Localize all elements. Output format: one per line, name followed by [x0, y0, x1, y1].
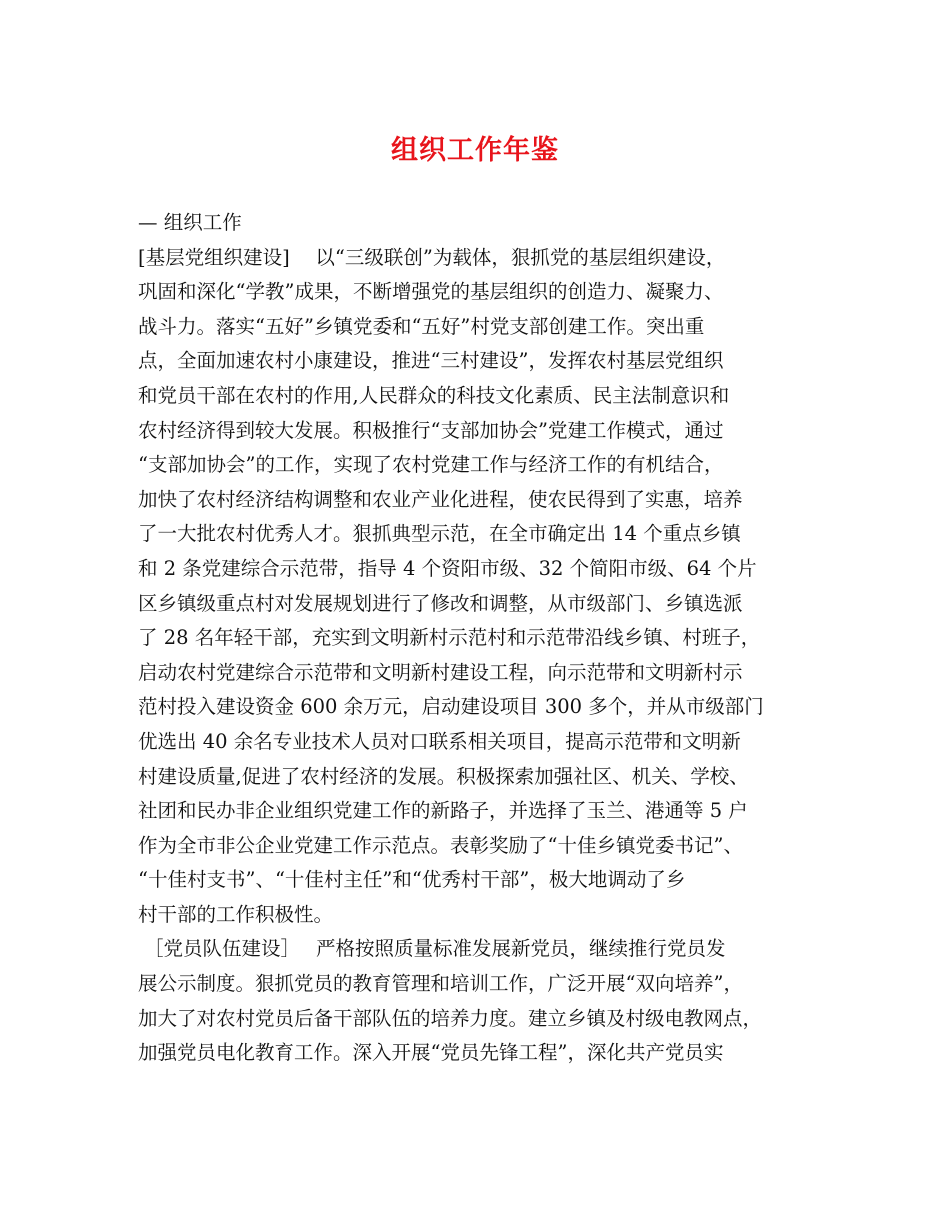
paragraph-line: 加大了对农村党员后备干部队伍的培养力度。建立乡镇及村级电教网点，	[138, 1006, 763, 1030]
paragraph-line: 作为全市非公企业党建工作示范点。表彰奖励了“十佳乡镇党委书记”、	[138, 833, 743, 857]
paragraph-line: 社团和民办非企业组织党建工作的新路子，并选择了玉兰、港通等 5 户	[138, 799, 748, 823]
paragraph-line: 展公示制度。狠抓党员的教育管理和培训工作，广泛开展“双向培养”，	[138, 972, 743, 996]
paragraph-line: ［党员队伍建设］ 严格按照质量标准发展新党员，继续推行党员发	[144, 937, 726, 961]
paragraph-line: 启动农村党建综合示范带和文明新村建设工程，向示范带和文明新村示	[138, 660, 743, 684]
paragraph-line: 了 28 名年轻干部，充实到文明新村示范村和示范带沿线乡镇、村班子，	[138, 626, 761, 650]
paragraph-line: “十佳村支书”、“十佳村主任”和“优秀村干部”，极大地调动了乡	[138, 868, 686, 892]
paragraph-line: “支部加协会”的工作，实现了农村党建工作与经济工作的有机结合，	[138, 453, 724, 477]
paragraph-line: 和 2 条党建综合示范带，指导 4 个资阳市级、32 个简阳市级、64 个片	[138, 556, 757, 580]
paragraph-line: [基层党组织建设] 以“三级联创”为载体，狠抓党的基层组织建设，	[138, 245, 726, 269]
document-body	[138, 206, 828, 1071]
paragraph-line: 战斗力。落实“五好”乡镇党委和“五好”村党支部创建工作。突出重	[138, 314, 705, 338]
paragraph-line: 范村投入建设资金 600 余万元，启动建设项目 300 多个，并从市级部门	[138, 695, 764, 719]
paragraph-line: 区乡镇级重点村对发展规划进行了修改和调整，从市级部门、乡镇选派	[138, 591, 743, 615]
paragraph-line: 巩固和深化“学教”成果，不断增强党的基层组织的创造力、凝聚力、	[138, 280, 724, 304]
paragraph-line: 和党员干部在农村的作用,人民群众的科技文化素质、民主法制意识和	[138, 383, 730, 407]
paragraph-line: 了一大批农村优秀人才。狠抓典型示范，在全市确定出 14 个重点乡镇	[138, 522, 741, 546]
section-heading: — 组织工作	[138, 211, 242, 234]
paragraph-line: 加快了农村经济结构调整和农业产业化进程，使农民得到了实惠，培养	[138, 487, 743, 511]
paragraph-line: 点，全面加速农村小康建设，推进“三村建设”，发挥农村基层党组织	[138, 349, 724, 373]
paragraph-line: 农村经济得到较大发展。积极推行“支部加协会”党建工作模式，通过	[138, 418, 724, 442]
paragraph-line: 村建设质量,促进了农村经济的发展。积极探索加强社区、机关、学校、	[138, 764, 749, 788]
document-title: 组织工作年鉴	[391, 135, 559, 166]
paragraph-line: 村干部的工作积极性。	[138, 902, 334, 926]
paragraph-line: 优选出 40 余名专业技术人员对口联系相关项目，提高示范带和文明新	[138, 729, 741, 753]
paragraph-line: 加强党员电化教育工作。深入开展“党员先锋工程”，深化共产党员实	[138, 1041, 724, 1065]
